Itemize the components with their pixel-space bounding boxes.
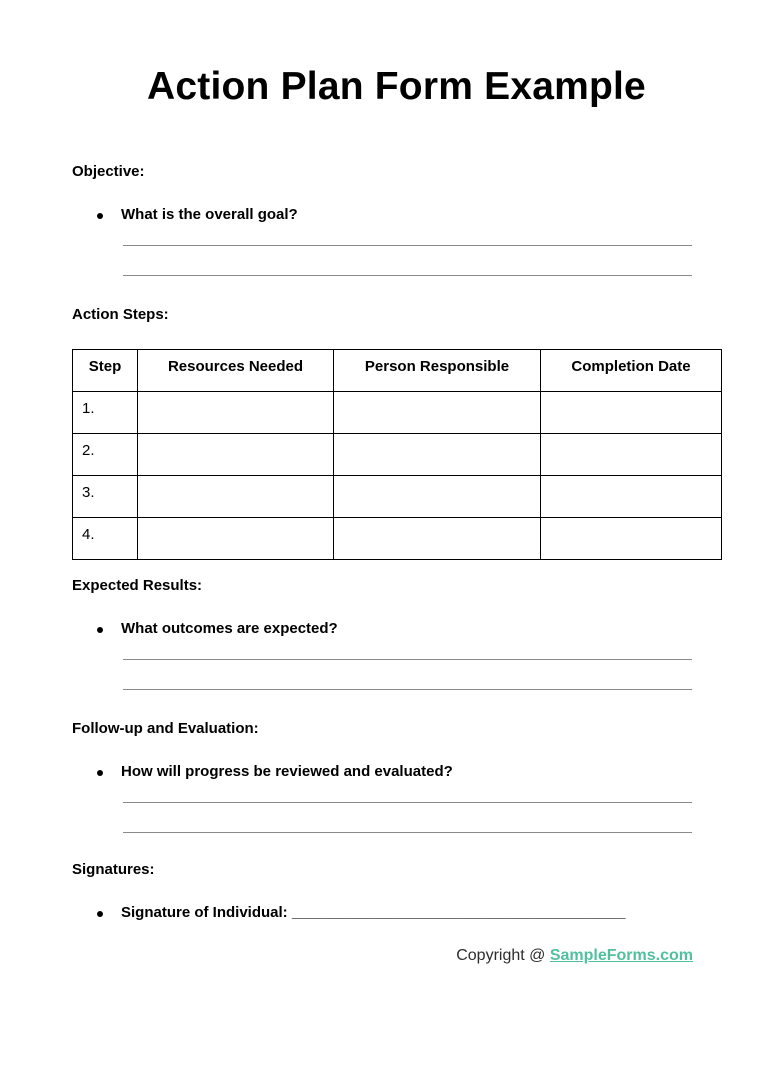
fill-in-line [123,660,692,690]
signature-label: Signature of Individual: [121,904,288,921]
expected-results-heading: Expected Results: [72,577,203,594]
table-cell [138,434,334,476]
expected-results-bullet-row [97,620,721,638]
follow-up-fill-lines [123,783,692,833]
signature-bullet-row [97,904,721,922]
objective-heading: Objective: [72,163,145,180]
fill-in-line [123,640,692,660]
follow-up-question: How will progress be reviewed and evaluated? [121,763,453,780]
signatures-heading: Signatures: [72,861,155,878]
step-number-cell: 2. [73,434,138,476]
table-row [73,392,722,434]
table-header-row [73,350,722,392]
step-number-cell: 3. [73,476,138,518]
page-title: Action Plan Form Example [147,65,646,108]
action-steps-table [72,349,722,560]
bullet-icon [97,911,103,917]
fill-in-line [123,246,692,276]
table-header-person: Person Responsible [334,350,541,392]
table-cell [334,392,541,434]
follow-up-heading: Follow-up and Evaluation: [72,720,259,737]
table-cell [334,434,541,476]
expected-results-question: What outcomes are expected? [121,620,338,637]
table-row [73,518,722,560]
table-header-resources: Resources Needed [138,350,334,392]
table-cell [138,518,334,560]
footer [72,946,721,965]
table-cell [334,476,541,518]
step-number-cell: 1. [73,392,138,434]
objective-bullet-row [97,206,721,224]
copyright-text: Copyright @ [456,947,546,964]
sampleforms-link[interactable]: SampleForms.com [549,947,693,964]
follow-up-bullet-row [97,763,721,781]
expected-results-fill-lines [123,640,692,690]
step-number-cell: 4. [73,518,138,560]
fill-in-line [123,783,692,803]
bullet-icon [97,770,103,776]
bullet-icon [97,627,103,633]
table-header-step: Step [73,350,138,392]
table-cell [541,434,722,476]
table-cell [541,518,722,560]
table-cell [138,392,334,434]
signature-blank-line: ________________________________________ [291,904,626,921]
table-row [73,434,722,476]
bullet-icon [97,213,103,219]
document-page [0,64,769,965]
table-header-date: Completion Date [541,350,722,392]
fill-in-line [123,803,692,833]
table-cell [541,476,722,518]
table-cell [138,476,334,518]
action-steps-heading: Action Steps: [72,306,169,323]
objective-fill-lines [123,226,692,276]
objective-question: What is the overall goal? [121,206,298,223]
fill-in-line [123,226,692,246]
table-row [73,476,722,518]
table-cell [334,518,541,560]
table-cell [541,392,722,434]
